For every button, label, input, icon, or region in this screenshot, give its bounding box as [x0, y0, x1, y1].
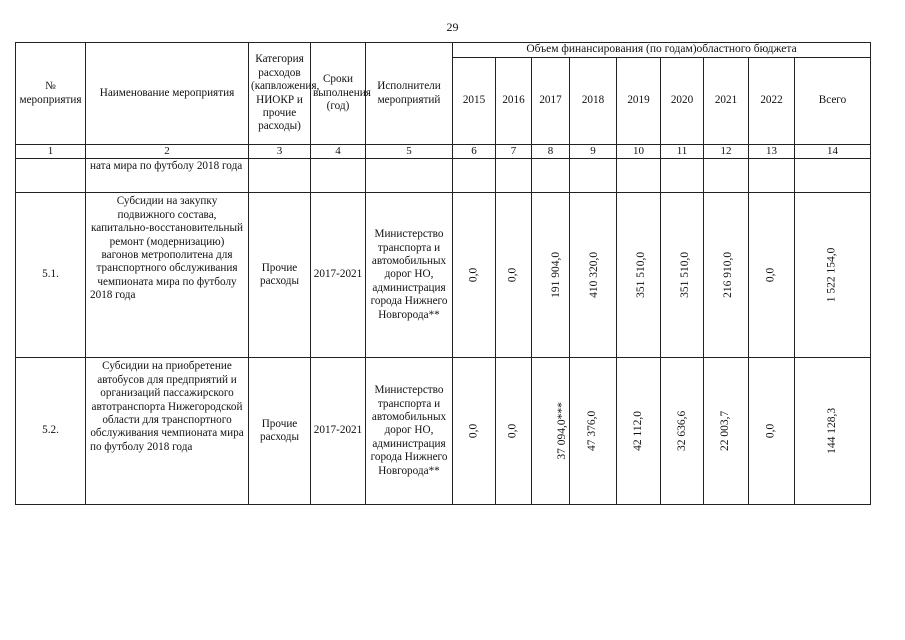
row-executors: Министерство транспорта и автомобильных дорог НО, администрация города Нижнего Новгорода**	[366, 358, 453, 505]
header-year: 2022	[749, 58, 795, 145]
value-2018: 410 320,0	[588, 252, 601, 299]
column-number: 14	[795, 145, 871, 159]
table-row	[16, 358, 871, 505]
column-number: 6	[453, 145, 496, 159]
row-number: 5.1.	[16, 193, 86, 358]
value-total: 144 128,3	[825, 408, 838, 455]
continuation-text: ната мира по футболу 2018 года	[86, 159, 249, 193]
value-2022: 0,0	[764, 423, 777, 439]
header-year: 2021	[704, 58, 749, 145]
value-2020: 32 636,6	[676, 411, 689, 452]
value-2022: 0,0	[764, 267, 777, 283]
value-2015: 0,0	[467, 423, 480, 439]
value-2021: 22 003,7	[719, 411, 732, 452]
value-2016: 0,0	[506, 423, 519, 439]
column-number: 8	[532, 145, 570, 159]
header-year: 2015	[453, 58, 496, 145]
header-name: Наименование мероприятия	[86, 43, 249, 145]
column-number: 13	[749, 145, 795, 159]
header-number: № мероприятия	[16, 43, 86, 145]
value-2017: 37 094,0***	[555, 402, 568, 460]
header-year: 2016	[496, 58, 532, 145]
header-total: Всего	[795, 58, 871, 145]
value-2015: 0,0	[467, 267, 480, 283]
column-number: 10	[617, 145, 661, 159]
column-number: 4	[311, 145, 366, 159]
row-category: Прочие расходы	[249, 358, 311, 505]
row-number: 5.2.	[16, 358, 86, 505]
column-number: 9	[570, 145, 617, 159]
column-number: 11	[661, 145, 704, 159]
continuation-row	[16, 159, 871, 193]
row-period: 2017-2021	[311, 193, 366, 358]
column-number: 2	[86, 145, 249, 159]
row-category: Прочие расходы	[249, 193, 311, 358]
column-number: 3	[249, 145, 311, 159]
header-category: Категория расходов (капвложения, НИОКР и прочие расходы)	[249, 43, 311, 145]
column-number: 1	[16, 145, 86, 159]
header-period: Сроки выполнения (год)	[311, 43, 366, 145]
budget-table	[15, 42, 871, 505]
page-number: 29	[446, 20, 459, 34]
column-number: 12	[704, 145, 749, 159]
header-year: 2020	[661, 58, 704, 145]
header-year: 2018	[570, 58, 617, 145]
table-row	[16, 193, 871, 358]
column-number: 7	[496, 145, 532, 159]
value-2020: 351 510,0	[679, 252, 692, 299]
header-executors: Исполнители мероприятий	[366, 43, 453, 145]
row-name: Субсидии на приобретение автобусов для предприятий и организаций пассажирского автотранспорта Нижегородской области для транспортного обслуживания чемпионата мира по футболу 2018 года	[86, 358, 249, 505]
column-number: 5	[366, 145, 453, 159]
header-funding-title: Объем финансирования (по годам)областного бюджета	[453, 43, 871, 58]
column-number-row	[16, 145, 871, 159]
header-year: 2019	[617, 58, 661, 145]
row-period: 2017-2021	[311, 358, 366, 505]
value-2019: 351 510,0	[635, 252, 648, 299]
value-total: 1 522 154,0	[825, 247, 838, 303]
value-2019: 42 112,0	[632, 411, 645, 452]
value-2021: 216 910,0	[722, 252, 735, 299]
header-year: 2017	[532, 58, 570, 145]
value-2018: 47 376,0	[586, 411, 599, 452]
row-name: Субсидии на закупку подвижного состава, капитально-восстановительный ремонт (модернизацию) вагонов метрополитена для транспортного обслуживания чемпионата мира по футболу 2018 года	[86, 193, 249, 358]
row-executors: Министерство транспорта и автомобильных дорог НО, администрация города Нижнего Новгорода**	[366, 193, 453, 358]
value-2017: 191 904,0	[550, 252, 563, 299]
header-row-top	[16, 43, 871, 58]
value-2016: 0,0	[506, 267, 519, 283]
